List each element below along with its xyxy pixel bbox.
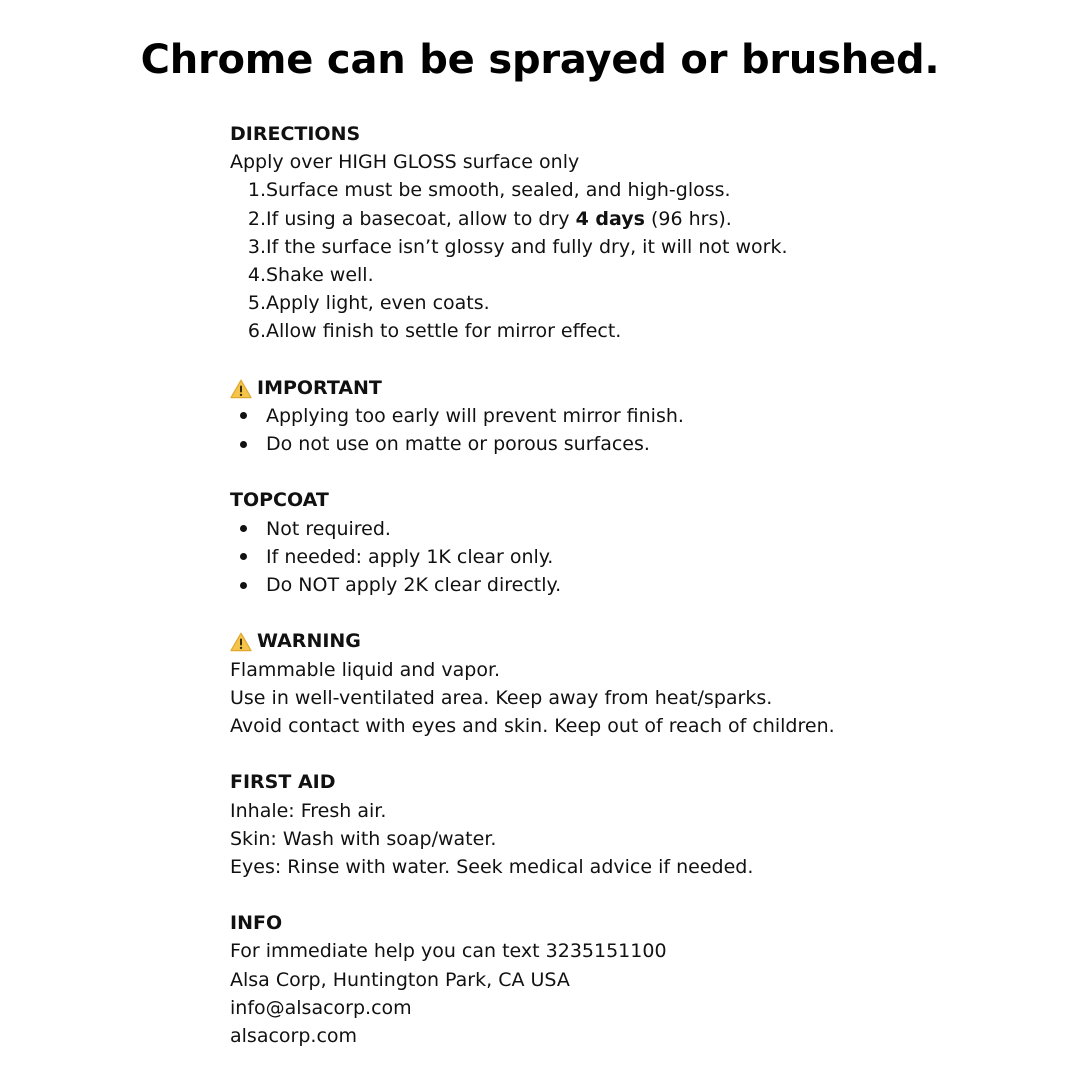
step-item: [230, 233, 1050, 261]
important-section: [230, 374, 1050, 459]
warning-section: [230, 627, 1050, 740]
topcoat-section: [230, 486, 1050, 599]
step-text-pre: If using a basecoat, allow to dry: [266, 207, 576, 230]
step-text: If the surface isn’t glossy and fully dry, it will not work.: [266, 235, 788, 258]
step-text: [266, 205, 732, 233]
warning-heading: WARNING: [257, 630, 361, 653]
list-item: Applying too early will prevent mirror finish.: [230, 402, 1050, 430]
step-number: 2.: [247, 207, 266, 230]
step-text: Surface must be smooth, sealed, and high-gloss.: [266, 179, 731, 202]
step-number: 1.: [247, 179, 266, 202]
step-text-bold: 4 days: [575, 207, 645, 230]
step-item: [230, 205, 1050, 233]
directions-section: [230, 120, 1050, 346]
step-item: [230, 317, 1050, 345]
page-title: Chrome can be sprayed or brushed.: [140, 37, 940, 83]
first-aid-heading: FIRST AID: [230, 771, 336, 794]
first-aid-section: [230, 768, 1050, 881]
list-item: Do NOT apply 2K clear directly.: [230, 571, 1050, 599]
bullet-icon: [240, 412, 247, 419]
instructions-content: [230, 120, 1050, 1050]
warning-heading-row: [230, 627, 1050, 655]
info-email: info@alsacorp.com: [230, 996, 412, 1019]
important-heading: IMPORTANT: [257, 376, 382, 399]
warning-line: Flammable liquid and vapor.: [230, 658, 501, 681]
step-item: [230, 176, 1050, 204]
step-item: [230, 261, 1050, 289]
step-text: Apply light, even coats.: [266, 292, 490, 315]
directions-intro: Apply over HIGH GLOSS surface only: [230, 151, 580, 174]
warning-icon: [230, 379, 252, 399]
first-aid-line: Eyes: Rinse with water. Seek medical advice if needed.: [230, 855, 754, 878]
step-text: Shake well.: [266, 263, 374, 286]
info-company-address: Alsa Corp, Huntington Park, CA USA: [230, 968, 570, 991]
info-website: alsacorp.com: [230, 1025, 358, 1047]
info-heading: INFO: [230, 912, 283, 935]
list-item: If needed: apply 1K clear only.: [230, 543, 1050, 571]
step-text: Allow finish to settle for mirror effect.: [266, 320, 622, 343]
warning-line: Use in well-ventilated area. Keep away from heat/sparks.: [230, 686, 773, 709]
list-item: Not required.: [230, 515, 1050, 543]
info-help-text: For immediate help you can text 3235151100: [230, 940, 667, 963]
bullet-icon: [240, 553, 247, 560]
bullet-icon: [240, 441, 247, 448]
step-number: 3.: [247, 235, 266, 258]
step-text-post: (96 hrs).: [644, 207, 732, 230]
step-number: 6.: [247, 320, 266, 343]
important-heading-row: [230, 374, 1050, 402]
topcoat-list: [230, 515, 1050, 600]
warning-icon: [230, 632, 252, 652]
step-item: [230, 289, 1050, 317]
list-item: Do not use on matte or porous surfaces.: [230, 430, 1050, 458]
important-list: [230, 402, 1050, 458]
bullet-icon: [240, 525, 247, 532]
first-aid-line: Inhale: Fresh air.: [230, 799, 387, 822]
step-number: 5.: [247, 292, 266, 315]
topcoat-heading: TOPCOAT: [230, 489, 329, 512]
warning-line: Avoid contact with eyes and skin. Keep out of reach of children.: [230, 714, 835, 737]
info-section: [230, 909, 1050, 1050]
step-number: 4.: [247, 263, 266, 286]
first-aid-line: Skin: Wash with soap/water.: [230, 827, 497, 850]
directions-heading: DIRECTIONS: [230, 123, 361, 145]
bullet-icon: [240, 582, 247, 589]
directions-steps: [230, 176, 1050, 345]
